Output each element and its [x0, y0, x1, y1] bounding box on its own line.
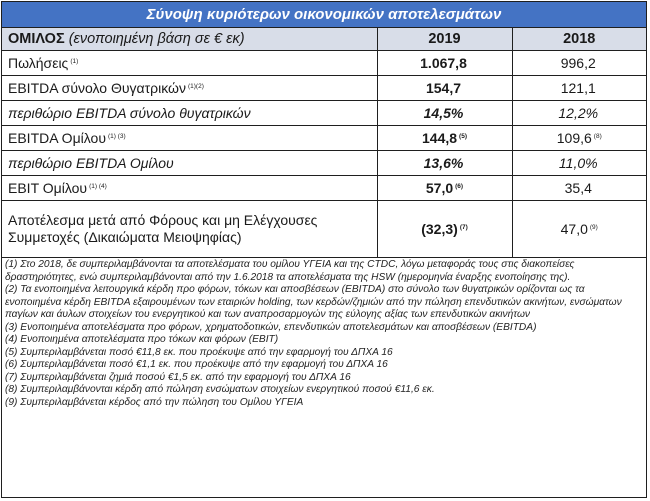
footnote: (3) Ενοποιημένα αποτελέσματα προ φόρων, χρηματοδοτικών, επενδυτικών αποτελεσμάτων και αποσβέσεων (EBITDA) — [5, 321, 537, 333]
footnotes — [2, 258, 646, 409]
footnote: (7) Συμπεριλαμβάνεται ζημιά ποσού €1,5 εκ. από την εφαρμογή του ΔΠΧΑ 16 — [5, 371, 351, 383]
table-title: Σύνοψη κυριότερων οικονομικών αποτελεσμάτων — [2, 2, 646, 28]
row-label-ebitda-group: EBITDA Ομίλου $^{(1) (3)}$ — [2, 126, 377, 151]
value-2018: 35,4 — [512, 176, 646, 201]
value-2018: 12,2% — [512, 101, 646, 126]
results-table — [2, 28, 646, 258]
value-2018: 109,6 $^{(8)}$ — [512, 126, 646, 151]
header-label-cell — [2, 28, 377, 51]
table-row — [2, 101, 646, 126]
row-label-ebitda-margin-subsidiaries: περιθώριο EBITDA σύνολο θυγατρικών — [2, 101, 377, 126]
table-row — [2, 176, 646, 201]
header-label: ΟΜΙΛΟΣ — [8, 31, 65, 47]
value-2019: (32,3) $^{(7)}$ — [377, 201, 512, 258]
footnote: (1) Στο 2018, δε συμπεριλαμβάνονται τα αποτελέσματα του ομίλου ΥΓΕΙΑ και της CTDC, λόγω μεταφοράς τους στις διακοπείσες δραστηριότητες, ενώ συμπεριλαμβάνονται από την 1.6.2018 τα αποτελέσματα της HSW (ημερομηνία έναρξης ενοποίησης της). — [5, 259, 575, 283]
header-sublabel: (ενοποιημένη βάση σε € εκ) — [68, 31, 245, 47]
header-year-2019: 2019 — [377, 28, 512, 51]
value-2019: 154,7 — [377, 76, 512, 101]
header-row — [2, 28, 646, 51]
table-row — [2, 76, 646, 101]
footnote: (2) Τα ενοποιημένα λειτουργικά κέρδη προ φόρων, τόκων και αποσβέσεων (EBITDA) στο σύνολο των θυγατρικών ορίζονται ως τα ενοποιημένα κέρδη EBITDA εξαιρουμένων των εταιριών holding, των κερδών/ζημιών από την πώληση επενδυτικών ακινήτων, ενσώματων παγίων και άυλων στοιχείων του ενεργητικού και των αναπροσαρμογών της εύλογης αξίας των επενδυτικών ακινήτων — [5, 284, 622, 320]
value-2019: 13,6% — [377, 151, 512, 176]
value-2018: 47,0 $^{(9)}$ — [512, 201, 646, 258]
value-2019: 1.067,8 — [377, 51, 512, 76]
row-label-ebitda-margin-group: περιθώριο EBITDA Ομίλου — [2, 151, 377, 176]
value-2019: 14,5% — [377, 101, 512, 126]
row-label-ebitda-subsidiaries: EBITDA σύνολο Θυγατρικών $^{(1)(2)}$ — [2, 76, 377, 101]
value-2018: 996,2 — [512, 51, 646, 76]
footnote: (8) Συμπεριλαμβάνονται κέρδη από πώληση ενσώματων στοιχείων ενεργητικού ποσού €11,6 εκ. — [5, 384, 435, 395]
table-row — [2, 126, 646, 151]
header-year-2018: 2018 — [512, 28, 646, 51]
footnote: (9) Συμπεριλαμβάνεται κέρδος από την πώληση του Ομίλου ΥΓΕΙΑ — [5, 396, 304, 408]
value-2018: 11,0% — [512, 151, 646, 176]
value-2018: 121,1 — [512, 76, 646, 101]
table-row — [2, 51, 646, 76]
row-label-ebit-group: EBIT Ομίλου $^{(1) (4)}$ — [2, 176, 377, 201]
footnote: (4) Ενοποιημένα αποτελέσματα προ τόκων και φόρων (EBIT) — [5, 334, 279, 345]
row-label-sales: Πωλήσεις $^{(1)}$ — [2, 51, 377, 76]
table-row — [2, 201, 646, 258]
results-summary-box — [1, 1, 647, 498]
value-2019: 144,8 $^{(5)}$ — [377, 126, 512, 151]
row-label-net-result: Αποτέλεσμα μετά από Φόρους και μη Ελέγχουσες Συμμετοχές (Δικαιώματα Μειοψηφίας) — [2, 201, 377, 258]
footnote: (6) Συμπεριλαμβάνεται ποσό €1,1 εκ. που προέκυψε από την εφαρμογή του ΔΠΧΑ 16 — [5, 359, 388, 370]
table-row — [2, 151, 646, 176]
value-2019: 57,0 $^{(6)}$ — [377, 176, 512, 201]
footnote: (5) Συμπεριλαμβάνεται ποσό €11,8 εκ. που προέκυψε από την εφαρμογή του ΔΠΧΑ 16 — [5, 346, 393, 358]
